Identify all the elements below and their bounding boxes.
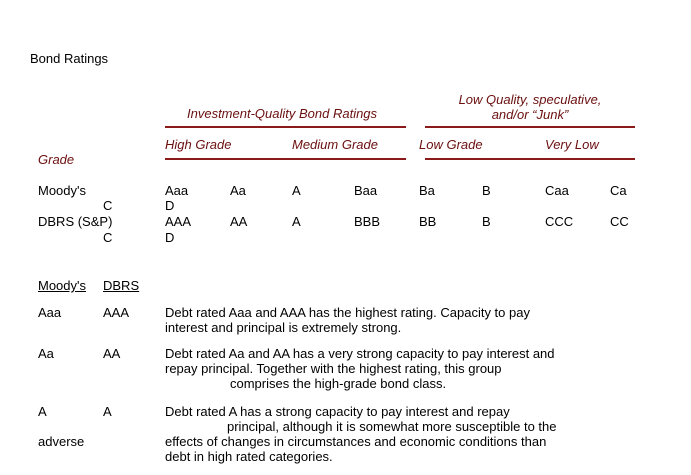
definition-dbrs-a: A — [103, 404, 112, 419]
high-grade-header: High Grade — [165, 137, 232, 152]
rating-dbrs-aaa: AAA — [165, 214, 192, 229]
rating-dbrs-d: D — [165, 230, 175, 245]
definition-a-line1: Debt rated A has a strong capacity to pay interest and repay — [165, 404, 510, 419]
low-quality-header — [430, 92, 630, 122]
definition-moodys-a: A — [38, 404, 47, 419]
rating-moodys-ba: Ba — [419, 183, 435, 198]
rating-dbrs-aa: AA — [230, 214, 248, 229]
low-quality-header-line1: Low Quality, speculative, — [458, 92, 602, 107]
rating-dbrs-ccc: CCC — [545, 214, 574, 229]
rating-moodys-aaa: Aaa — [165, 183, 189, 198]
low-grade-header: Low Grade — [419, 137, 483, 152]
rating-moodys-d: D — [165, 198, 175, 213]
rating-moodys-aa: Aa — [230, 183, 246, 198]
rating-moodys-ca: Ca — [610, 183, 627, 198]
rating-moodys-a: A — [292, 183, 301, 198]
grade-rule-left — [165, 158, 406, 160]
definition-a-line2: principal, although it is somewhat more susceptible to the — [227, 419, 557, 434]
rating-dbrs-cc: CC — [610, 214, 629, 229]
definition-aa-line3: comprises the high-grade bond class. — [230, 376, 447, 391]
page-title: Bond Ratings — [30, 51, 109, 66]
definition-aaa-text — [165, 305, 665, 335]
definition-moodys-aa: Aa — [38, 346, 54, 361]
very-low-header: Very Low — [545, 137, 599, 152]
definition-aa-line2: repay principal. Together with the highest rating, this group — [165, 361, 502, 376]
moodys-row-label: Moody's — [38, 183, 87, 198]
rating-dbrs-b: B — [482, 214, 491, 229]
definition-moodys-aaa: Aaa — [38, 305, 62, 320]
low-quality-rule — [425, 126, 635, 128]
rating-dbrs-bbb: BBB — [354, 214, 381, 229]
definition-aa-text — [165, 346, 665, 391]
row-label-c1: C — [103, 198, 113, 213]
grade-label: Grade — [38, 152, 75, 167]
low-quality-header-line2: and/or “Junk” — [491, 107, 569, 122]
medium-grade-header: Medium Grade — [292, 137, 378, 152]
dbrs-row-label: DBRS (S&P) — [38, 214, 113, 229]
definition-aaa-line2: interest and principal is extremely strong. — [165, 320, 402, 335]
definition-aa-line1: Debt rated Aa and AA has a very strong capacity to pay interest and — [165, 346, 555, 361]
rating-moodys-baa: Baa — [354, 183, 378, 198]
grade-rule-right — [425, 158, 635, 160]
rating-moodys-caa: Caa — [545, 183, 569, 198]
definition-a-line3: effects of changes in circumstances and economic conditions than — [165, 434, 547, 449]
definition-aaa-line1: Debt rated Aaa and AAA has the highest rating. Capacity to pay — [165, 305, 530, 320]
definition-dbrs-aaa: AAA — [103, 305, 130, 320]
rating-dbrs-bb: BB — [419, 214, 437, 229]
definition-a-text — [165, 404, 675, 464]
legend-moodys: Moody's — [38, 278, 87, 293]
rating-moodys-b: B — [482, 183, 491, 198]
definition-a-extra: adverse — [38, 434, 85, 449]
row-label-c2: C — [103, 230, 113, 245]
legend-dbrs: DBRS — [103, 278, 140, 293]
definition-dbrs-aa: AA — [103, 346, 121, 361]
investment-quality-rule — [165, 126, 406, 128]
investment-quality-header: Investment-Quality Bond Ratings — [187, 106, 378, 121]
rating-dbrs-a: A — [292, 214, 301, 229]
definition-a-line4: debt in high rated categories. — [165, 449, 333, 464]
